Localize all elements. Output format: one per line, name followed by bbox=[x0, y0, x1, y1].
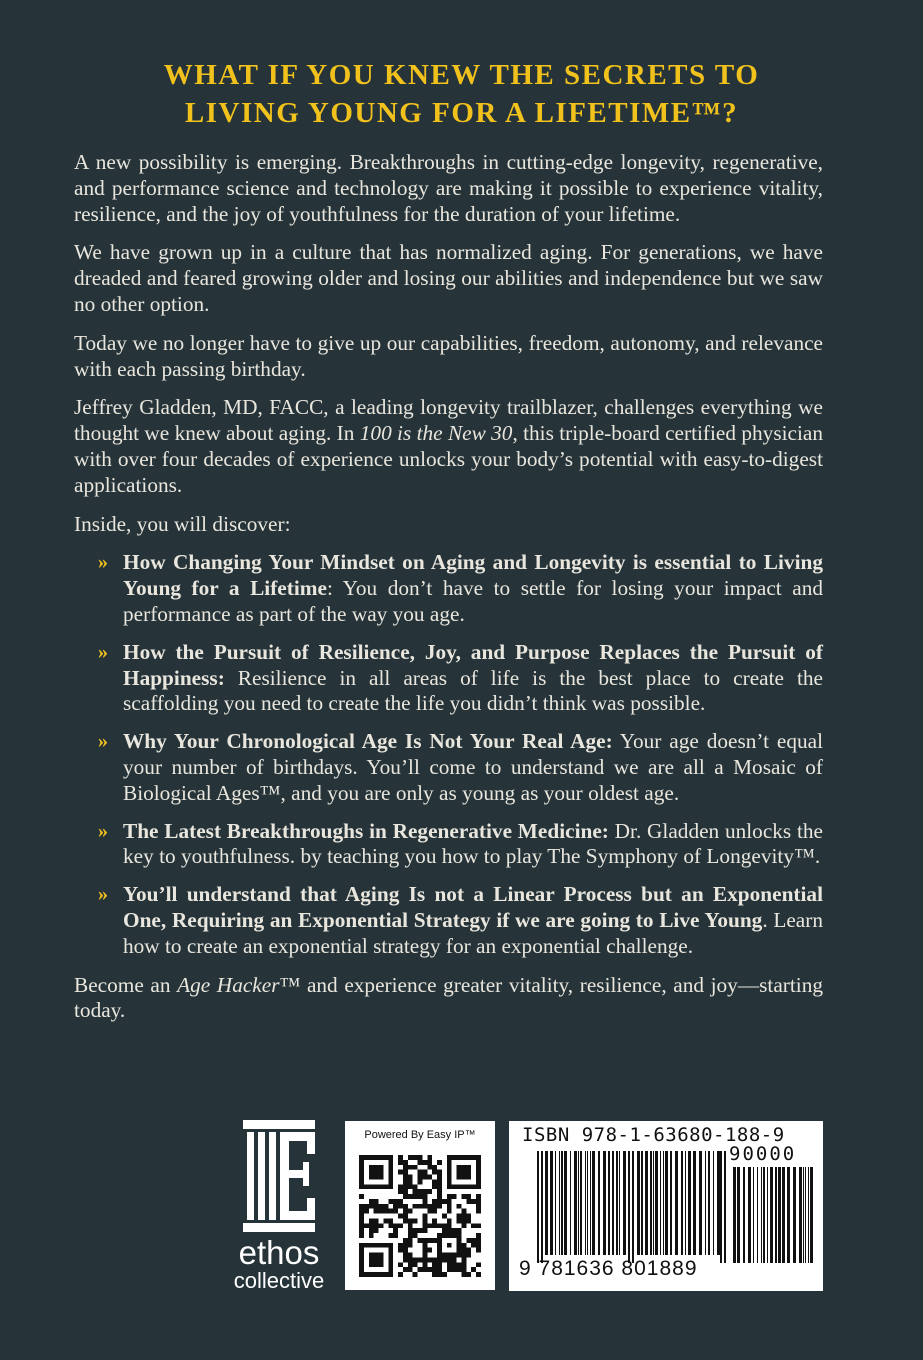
headline bbox=[60, 56, 863, 132]
paragraph: A new possibility is emerging. Breakthroughs in cutting-edge longevity, regenerative, and performance science and technology are making it possible to experience vitality, resilience, and the joy of youthfulness for the duration of your lifetime. bbox=[74, 150, 823, 226]
chevron-bullet-icon: » bbox=[98, 551, 108, 574]
blurb-body bbox=[74, 150, 823, 1037]
bullet-heading: The Latest Breakthroughs in Regenerative Medicine: bbox=[123, 818, 609, 843]
price-code: 90000 bbox=[729, 1143, 797, 1165]
bullet-text: Dr. Gladden unlocks the key to youthfulness. by teaching you how to play The Symphony of Longevity™. bbox=[123, 818, 823, 869]
list-item bbox=[74, 819, 823, 871]
bullet-text: Your age doesn’t equal your number of birthdays. You’ll come to understand we are all a Mosaic of Biological Ages™, and you are only as young as your oldest age. bbox=[123, 729, 823, 805]
chevron-bullet-icon: » bbox=[98, 640, 108, 663]
chevron-bullet-icon: » bbox=[98, 883, 108, 906]
author-paragraph bbox=[74, 395, 823, 498]
list-item bbox=[74, 882, 823, 959]
isbn-barcode-panel bbox=[509, 1121, 823, 1291]
list-item bbox=[74, 640, 823, 717]
chevron-bullet-icon: » bbox=[98, 730, 108, 753]
bullet-heading: Why Your Chronological Age Is Not Your Real Age: bbox=[123, 729, 613, 754]
age-hacker-term: Age Hacker bbox=[177, 972, 280, 997]
author-text-after: , this triple-board certified physician with over four decades of experience unlocks your body’s potential with easy-to-digest applications. bbox=[74, 421, 823, 497]
bullet-text: Resilience in all areas of life is the best place to create the scaffolding you need to create the life you didn’t think was possible. bbox=[123, 665, 823, 716]
paragraph: We have grown up in a culture that has normalized aging. For generations, we have dreaded and feared growing older and losing our abilities and independence but we saw no other option. bbox=[74, 240, 823, 316]
publisher-name-line-1: ethos bbox=[238, 1234, 320, 1271]
isbn-label: ISBN 978-1-63680-188-9 bbox=[522, 1124, 785, 1146]
qr-caption: Powered By Easy IP™ bbox=[364, 1129, 476, 1141]
bullet-heading: You’ll understand that Aging Is not a Linear Process but an Exponential One, Requiring an Exponential Strategy if we are going to Live Young bbox=[123, 882, 823, 932]
pillar-e-icon bbox=[243, 1120, 315, 1232]
book-title: 100 is the New 30 bbox=[359, 421, 513, 446]
bullet-heading: How Changing Your Mindset on Aging and Longevity is essential to Living Young for a Lifetime bbox=[123, 550, 823, 601]
publisher-logo bbox=[222, 1120, 336, 1300]
paragraph: Today we no longer have to give up our capabilities, freedom, autonomy, and relevance with each passing birthday. bbox=[74, 330, 823, 381]
bullet-list bbox=[74, 550, 823, 959]
qr-code-icon bbox=[359, 1155, 481, 1277]
author-text-before: Jeffrey Gladden, MD, FACC, a leading longevity trailblazer, challenges everything we thought we knew about aging. In bbox=[74, 395, 823, 446]
bullet-heading: How the Pursuit of Resilience, Joy, and Purpose Replaces the Pursuit of Happiness: bbox=[123, 639, 823, 690]
closing-text-after: ™ and experience greater vitality, resilience, and joy—starting today. bbox=[74, 972, 823, 1023]
headline-line-2: LIVING YOUNG FOR A LIFETIME™? bbox=[184, 97, 739, 129]
inside-intro: Inside, you will discover: bbox=[74, 511, 291, 536]
bullet-text: : You don’t have to settle for losing your impact and performance as part of the way you age. bbox=[123, 576, 823, 626]
list-item bbox=[74, 550, 823, 627]
qr-code-panel bbox=[345, 1121, 495, 1290]
publisher-name-line-2: collective bbox=[233, 1268, 325, 1293]
chevron-bullet-icon: » bbox=[98, 819, 108, 842]
closing-text-before: Become an bbox=[74, 972, 178, 997]
closing-paragraph bbox=[74, 973, 823, 1025]
barcode-digits: 9 781636 801889 bbox=[519, 1257, 698, 1280]
headline-line-1: WHAT IF YOU KNEW THE SECRETS TO bbox=[163, 59, 760, 91]
bullet-text: . Learn how to create an exponential strategy for an exponential challenge. bbox=[123, 907, 823, 958]
list-item bbox=[74, 729, 823, 806]
